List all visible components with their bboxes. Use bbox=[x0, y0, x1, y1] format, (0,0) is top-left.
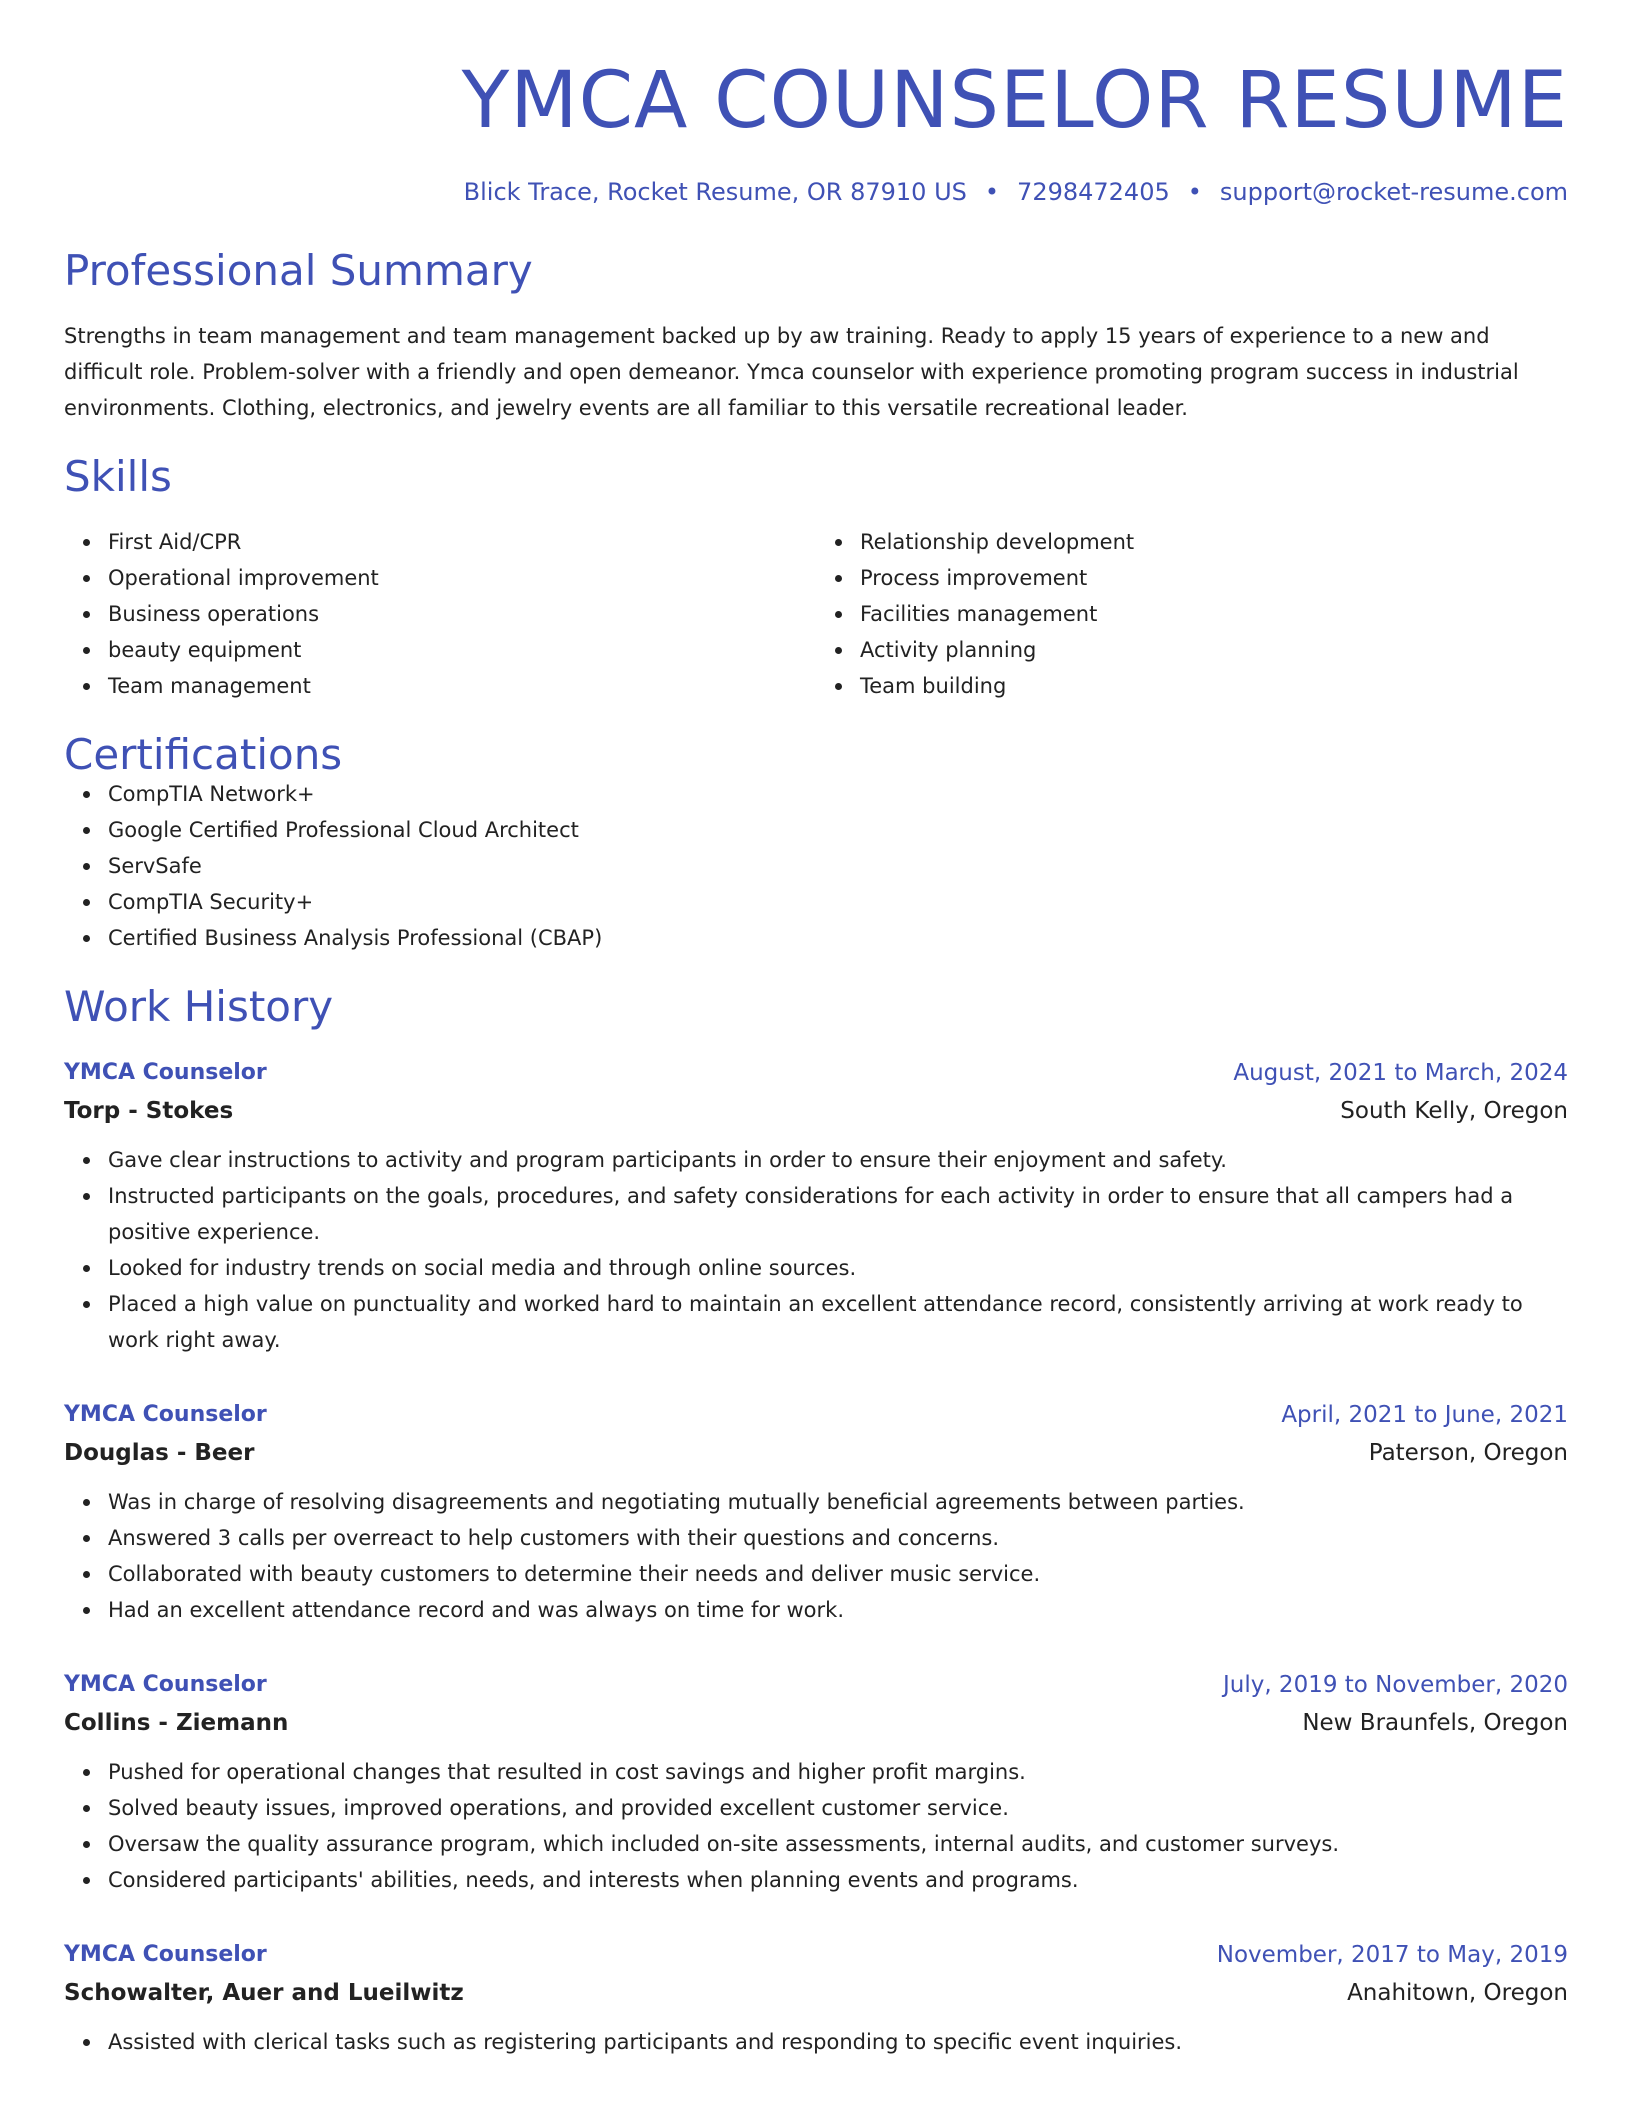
job-location: Paterson, Oregon bbox=[1368, 1440, 1568, 1466]
certification-item: Google Certified Professional Cloud Architect bbox=[108, 812, 1568, 848]
contact-email: support@rocket-resume.com bbox=[1219, 178, 1568, 206]
job-entry bbox=[64, 1666, 1568, 1898]
job-bullets bbox=[64, 1484, 1568, 1628]
job-company-row bbox=[64, 1434, 1568, 1472]
skill-item: Team building bbox=[860, 668, 1568, 704]
certifications-list bbox=[64, 776, 1568, 956]
skill-item: Activity planning bbox=[860, 632, 1568, 668]
skill-item: Process improvement bbox=[860, 560, 1568, 596]
job-location: South Kelly, Oregon bbox=[1340, 1098, 1568, 1124]
certification-item: CompTIA Security+ bbox=[108, 884, 1568, 920]
skills-columns bbox=[64, 524, 1568, 704]
job-bullets bbox=[64, 2024, 1568, 2060]
job-title: YMCA Counselor bbox=[64, 1672, 267, 1697]
job-bullet: Oversaw the quality assurance program, which included on-site assessments, internal audits, and customer surveys. bbox=[108, 1826, 1568, 1862]
job-bullet: Collaborated with beauty customers to determine their needs and deliver music service. bbox=[108, 1556, 1568, 1592]
job-dates: August, 2021 to March, 2024 bbox=[1233, 1060, 1568, 1086]
contact-separator: • bbox=[1187, 178, 1202, 206]
job-bullet: Gave clear instructions to activity and program participants in order to ensure their enjoyment and safety. bbox=[108, 1142, 1568, 1178]
resume-page bbox=[64, 0, 1568, 2060]
section-title-work-history: Work History bbox=[64, 982, 334, 1031]
job-dates: November, 2017 to May, 2019 bbox=[1216, 1942, 1568, 1968]
job-bullet: Had an excellent attendance record and was always on time for work. bbox=[108, 1592, 1568, 1628]
resume-title: YMCA COUNSELOR RESUME bbox=[461, 56, 1568, 146]
contact-phone: 7298472405 bbox=[1017, 178, 1170, 206]
contact-address: Blick Trace, Rocket Resume, OR 87910 US bbox=[463, 178, 967, 206]
certification-item: Certified Business Analysis Professional (CBAP) bbox=[108, 920, 1568, 956]
job-bullet: Pushed for operational changes that resulted in cost savings and higher profit margins. bbox=[108, 1754, 1568, 1790]
job-title: YMCA Counselor bbox=[64, 1402, 267, 1427]
certification-item: CompTIA Network+ bbox=[108, 776, 1568, 812]
skill-item: First Aid/CPR bbox=[108, 524, 816, 560]
section-title-skills: Skills bbox=[64, 452, 172, 501]
job-dates: July, 2019 to November, 2020 bbox=[1222, 1672, 1568, 1698]
job-bullets bbox=[64, 1754, 1568, 1898]
job-company-row bbox=[64, 1092, 1568, 1130]
job-bullet: Assisted with clerical tasks such as registering participants and responding to specific event inquiries. bbox=[108, 2024, 1568, 2060]
skill-item: Facilities management bbox=[860, 596, 1568, 632]
job-bullet: Instructed participants on the goals, procedures, and safety considerations for each activity in order to ensure that all campers had a positive experience. bbox=[108, 1178, 1568, 1250]
job-company-row bbox=[64, 1974, 1568, 2012]
contact-line bbox=[64, 180, 1568, 204]
job-bullet: Solved beauty issues, improved operations, and provided excellent customer service. bbox=[108, 1790, 1568, 1826]
job-title: YMCA Counselor bbox=[64, 1942, 267, 1967]
skill-item: beauty equipment bbox=[108, 632, 816, 668]
job-company: Douglas - Beer bbox=[64, 1440, 255, 1466]
job-location: New Braunfels, Oregon bbox=[1302, 1710, 1568, 1736]
job-header-row bbox=[64, 1936, 1568, 1974]
job-company: Torp - Stokes bbox=[64, 1098, 234, 1124]
skills-list-right bbox=[816, 524, 1568, 704]
job-header-row bbox=[64, 1666, 1568, 1704]
job-header-row bbox=[64, 1396, 1568, 1434]
skills-list-left bbox=[64, 524, 816, 704]
job-bullet: Placed a high value on punctuality and worked hard to maintain an excellent attendance record, consistently arriving at work ready to work right away. bbox=[108, 1286, 1568, 1358]
skill-item: Operational improvement bbox=[108, 560, 816, 596]
job-company-row bbox=[64, 1704, 1568, 1742]
skill-item: Business operations bbox=[108, 596, 816, 632]
job-company: Collins - Ziemann bbox=[64, 1710, 289, 1736]
certification-item: ServSafe bbox=[108, 848, 1568, 884]
job-bullet: Considered participants' abilities, needs, and interests when planning events and programs. bbox=[108, 1862, 1568, 1898]
job-dates: April, 2021 to June, 2021 bbox=[1281, 1402, 1568, 1428]
job-bullet: Looked for industry trends on social media and through online sources. bbox=[108, 1250, 1568, 1286]
job-entry bbox=[64, 1054, 1568, 1358]
job-entry bbox=[64, 1396, 1568, 1628]
section-title-certifications: Certifications bbox=[64, 730, 343, 779]
summary-text: Strengths in team management and team management backed up by aw training. Ready to apply 15 years of experience to a new and difficult role. Problem-solver with a friendly and open demeanor. Ymca counselor with experience promoting program success in industrial environments. Clothing, electronics, and jewelry events are all familiar to this versatile recreational leader. bbox=[64, 324, 1519, 420]
job-bullet: Answered 3 calls per overreact to help customers with their questions and concerns. bbox=[108, 1520, 1568, 1556]
section-title-summary: Professional Summary bbox=[64, 246, 533, 295]
job-header-row bbox=[64, 1054, 1568, 1092]
skill-item: Relationship development bbox=[860, 524, 1568, 560]
skill-item: Team management bbox=[108, 668, 816, 704]
job-entry bbox=[64, 1936, 1568, 2060]
contact-separator: • bbox=[984, 178, 1000, 206]
job-bullets bbox=[64, 1142, 1568, 1358]
job-title: YMCA Counselor bbox=[64, 1060, 267, 1085]
job-location: Anahitown, Oregon bbox=[1347, 1980, 1568, 2006]
job-company: Schowalter, Auer and Lueilwitz bbox=[64, 1980, 464, 2006]
job-bullet: Was in charge of resolving disagreements and negotiating mutually beneficial agreements between parties. bbox=[108, 1484, 1568, 1520]
